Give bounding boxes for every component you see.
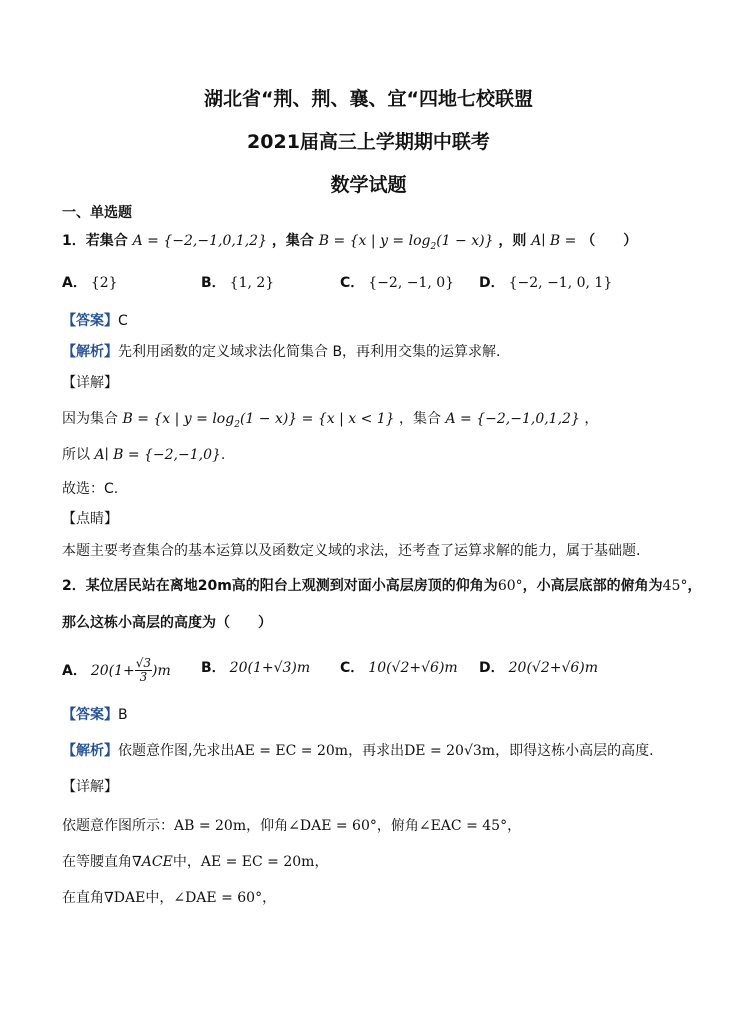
q1-comment-heading: 【点睛】 — [62, 511, 118, 527]
q1-option-c: C． {−2, −1, 0} — [340, 275, 455, 291]
q1-paren: （ ） — [581, 233, 638, 249]
q1-set-a: A = {−2,−1,0,1,2} — [132, 233, 267, 249]
q1-option-b: B． {1, 2} — [201, 275, 275, 291]
answer-tag: 【答案】 — [62, 313, 118, 329]
q1-stem-a: 1．若集合 — [62, 233, 128, 249]
q1-set-b-sub: 2 — [430, 241, 437, 252]
q1-set-b: B = {x | y = log — [318, 233, 431, 249]
q2-option-b: B． 20(1+√3)m — [201, 660, 311, 676]
question-2-stem-line2: 那么这栋小高层的高度为（ ） — [62, 615, 272, 631]
question-2-stem-line1: 2．某位居民站在离地20m高的阳台上观测到对面小高层房顶的仰角为60°，小高层底部的俯角为45°， — [62, 578, 702, 594]
q1-option-d: D． {−2, −1, 0, 1} — [479, 275, 613, 291]
q1-comment: 本题主要考查集合的基本运算以及函数定义域的求法，还考查了运算求解的能力，属于基础题. — [62, 543, 641, 559]
q1-stem-c: ，则 — [498, 233, 527, 249]
q2-option-d: D． 20(√2+√6)m — [479, 660, 599, 676]
q2-analysis: 【解析】依题意作图,先求出AE = EC = 20m，再求出DE = 20√3m，即得这栋小高层的高度. — [62, 743, 654, 759]
exam-title-line2: 2021届高三上学期期中联考 — [247, 131, 490, 153]
exam-title-line3: 数学试题 — [330, 174, 407, 196]
q1-option-a: A． {2} — [62, 275, 118, 291]
q1-detail-line2: 所以 A∣ B = {−2,−1,0}. — [62, 447, 226, 463]
q1-set-b-end: (1 − x)} — [436, 233, 494, 249]
q1-choose: 故选：C. — [62, 481, 119, 497]
q2-option-c: C． 10(√2+√6)m — [340, 660, 458, 676]
q1-answer: 【答案】C — [62, 313, 128, 329]
exam-title-line1: 湖北省“荆、荆、襄、宜“四地七校联盟 — [204, 88, 533, 110]
q2-option-a: A． 20(1+ $\frac{√3}{3}$ )m — [62, 656, 171, 684]
q2-answer: 【答案】B — [62, 707, 128, 723]
q1-expr: A∣ B = — [531, 233, 577, 249]
q2-detail-line3: 在直角∇DAE中，∠DAE = 60°， — [62, 890, 277, 906]
question-1-stem — [62, 230, 637, 252]
analysis-tag: 【解析】 — [62, 344, 118, 360]
section-heading: 一、单选题 — [62, 205, 132, 221]
q2-detail-line1: 依题意作图所示：AB = 20m，仰角∠DAE = 60°，俯角∠EAC = 45°， — [62, 818, 522, 834]
q2-detail-line2: 在等腰直角∇ACE中，AE = EC = 20m， — [62, 854, 329, 870]
q1-detail-line1: 因为集合 B = {x | $y = \log_2(1 - x)\} = \{x$ | x < 1} ，集合 A = {−2,−1,0,1,2} ， — [62, 411, 599, 430]
q1-detail-heading: 【详解】 — [62, 375, 118, 391]
q1-stem-b: ，集合 — [271, 233, 314, 249]
q2-detail-heading: 【详解】 — [62, 779, 118, 795]
q1-analysis: 【解析】先利用函数的定义域求法化简集合 B，再利用交集的运算求解. — [62, 344, 501, 360]
